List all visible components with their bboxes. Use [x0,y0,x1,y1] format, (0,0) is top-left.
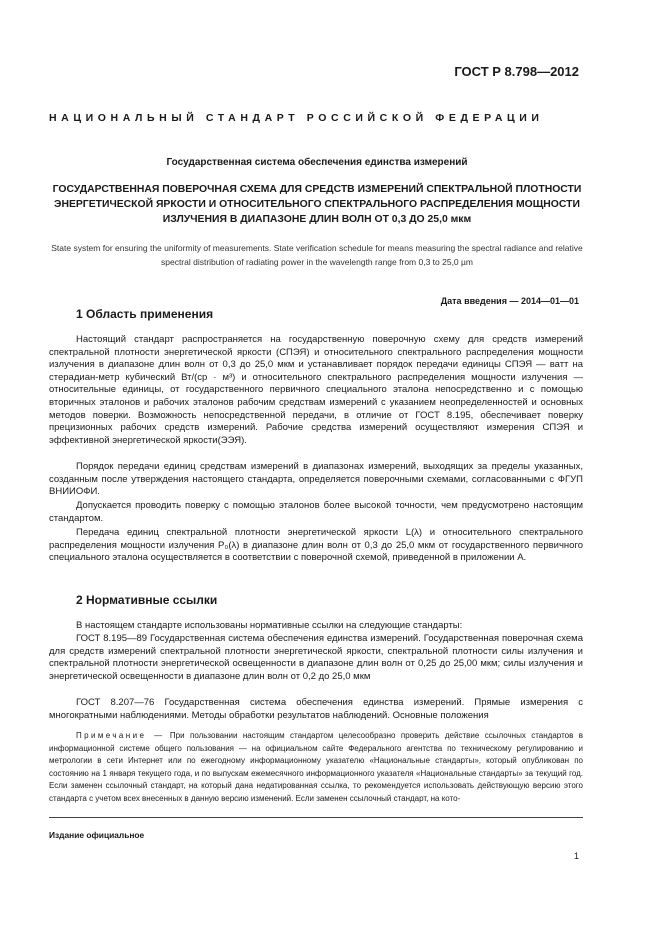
section-2-reference-gost-8-195: ГОСТ 8.195—89 Государственная система обеспечения единства измерений. Государственная поверочная схема для средств измерений спектральной плотности энергетической яркости, спектральной плотности силы излучения и спектральной плотности энергетической освещенности в диапазоне длин волн от 0,25 до 25,00 мкм; силы излучения и энергетической освещенности в диапазоне длин волн от 0,2 до 25,0 мкм [49,633,583,682]
main-title: ГОСУДАРСТВЕННАЯ ПОВЕРОЧНАЯ СХЕМА ДЛЯ СРЕДСТВ ИЗМЕРЕНИЙ СПЕКТРАЛЬНОЙ ПЛОТНОСТИ ЭНЕРГЕТИЧЕСКОЙ ЯРКОСТИ И ОТНОСИТЕЛЬНОГО СПЕКТРАЛЬНОГО РАСПРЕДЕЛЕНИЯ МОЩНОСТИ ИЗЛУЧЕНИЯ В ДИАПАЗОНЕ ДЛИН ВОЛН ОТ 0,3 ДО 25,0 мкм [52,184,582,225]
system-title: Государственная система обеспечения единства измерений [166,157,468,168]
national-standard-banner: НАЦИОНАЛЬНЫЙ СТАНДАРТ РОССИЙСКОЙ ФЕДЕРАЦИИ [49,112,544,124]
divider [49,817,583,818]
section-2-reference-gost-8-207: ГОСТ 8.207—76 Государственная система обеспечения единства измерений. Прямые измерения с многократными наблюдениями. Методы обработки результатов наблюдений. Основные положения [49,697,583,721]
document-code: ГОСТ Р 8.798—2012 [454,64,579,79]
note-label: Примечание — [76,731,165,740]
introduction-date: Дата введения — 2014—01—01 [440,296,579,306]
section-1-paragraph-3: Допускается проводить поверку с помощью эталонов более высокой точности, чем предусмотрено настоящим стандартом. [49,500,583,524]
section-1-heading: 1 Область применения [76,307,214,321]
edition-label: Издание официальное [49,830,145,840]
section-1-paragraph-2: Порядок передачи единиц средствам измерений в диапазонах измерений, выходящих за пределы указанных, созданным после утверждения настоящего стандарта, определяется поверочными схемами, согласованными с ФГУП ВНИИОФИ. [49,461,583,498]
page-number: 1 [573,851,579,861]
note-text: При пользовании настоящим стандартом целесообразно проверить действие ссылочных стандартов в информационной системе общего пользования — на официальном сайте Федерального агентства по техническому регулированию и метрологии в сети Интернет или по ежегодному информационному указателю «Национальные стандарты», который опубликован по состоянию на 1 января текущего года, и по выпускам ежемесячного информационного указателя «Национальные стандарты» за текущий год. Если заменен ссылочный стандарт, на который дана недатированная ссылка, то рекомендуется использовать действующую версию этого стандарта с учетом всех внесенных в данную версию изменений. Если заменен ссылочный стандарт, на кото- [49,731,583,803]
section-2-paragraph-1: В настоящем стандарте использованы нормативные ссылки на следующие стандарты: [76,620,463,631]
note [49,730,583,806]
english-title: State system for ensuring the uniformity of measurements. State verification schedule for means measuring the spectral radiance and relative spectral distribution of radiating power in the wavelength range from 0,3 to 25,0 µm [51,243,583,267]
section-1-paragraph-1: Настоящий стандарт распространяется на государственную поверочную схему для средств измерений спектральной плотности энергетической яркости (СПЭЯ) и относительного спектрального распределения мощности излучения в диапазоне длин волн от 0,3 до 25,0 мкм и устанавливает порядок передачи единицы СПЭЯ — ватт на стерадиан-метр кубический Вт/(ср · м³) и относительного спектрального распределения мощности излучения — относительные единицы, от государственного первичного специального эталона непосредственно и с помощью вторичных эталонов и рабочих эталонов рабочим средствам измерений с указанием неопределенностей и основных методов поверки. Возможность непосредственной передачи, в отличие от ГОСТ 8.195, обеспечивает поверку прецизионных рабочих средств измерений. Рабочие средства измерений осуществляют измерения СПЭЯ и эффективной энергетической яркости(ЭЭЯ). [49,334,583,446]
section-2-heading: 2 Нормативные ссылки [76,593,218,607]
section-1-paragraph-4: Передача единиц спектральной плотности энергетической яркости L(λ) и относительного спектрального распределения мощности излучения P₀(λ) в диапазоне длин волн от 0,3 до 25,0 мкм от государственного первичного специального эталона осуществляется в соответствии с поверочной схемой, приведенной в приложении А. [49,527,583,564]
